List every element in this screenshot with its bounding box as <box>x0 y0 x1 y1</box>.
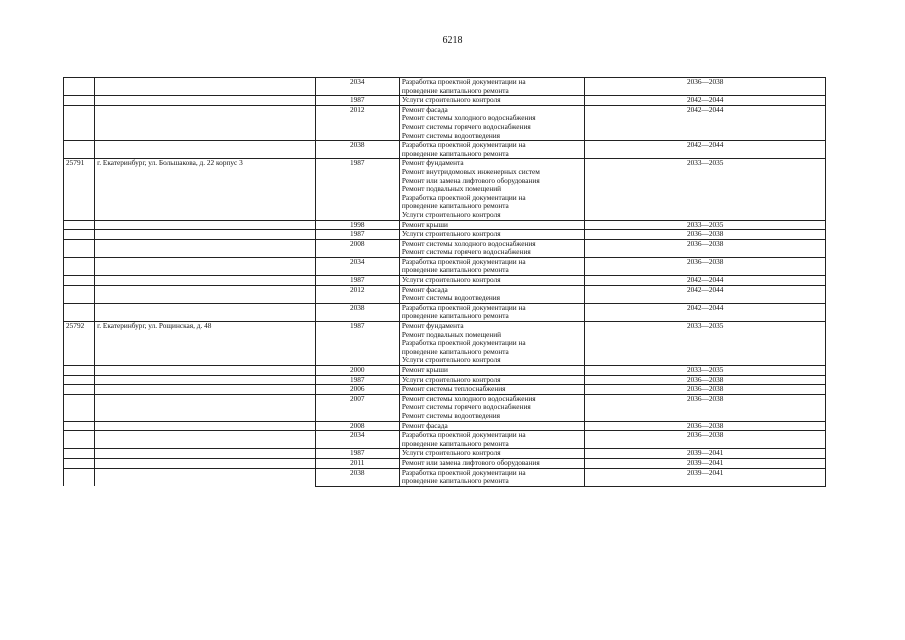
work-type-line: Ремонт подвальных помещений <box>401 184 502 194</box>
work-type-cell <box>399 239 584 257</box>
year-cell: 1987 <box>315 96 399 106</box>
year-cell: 1987 <box>315 230 399 240</box>
address-cell <box>95 257 316 275</box>
work-type-line: Ремонт системы водоотведения <box>401 293 501 303</box>
table-row <box>64 285 826 303</box>
work-type-line: Ремонт системы холодного водоснабжения <box>401 239 536 248</box>
work-type-cell <box>399 385 584 395</box>
period-cell: 2036—2038 <box>585 394 826 421</box>
period-cell: 2036—2038 <box>585 230 826 240</box>
period-cell: 2036—2038 <box>585 421 826 431</box>
house-number-cell <box>64 105 95 140</box>
house-number-cell <box>64 239 95 257</box>
work-type-line: Ремонт системы горячего водоснабжения <box>401 247 531 257</box>
period-cell: 2036—2038 <box>585 431 826 449</box>
table-row <box>64 257 826 275</box>
address-cell <box>95 276 316 286</box>
work-type-cell <box>399 230 584 240</box>
table-row <box>64 431 826 449</box>
period-cell: 2036—2038 <box>585 257 826 275</box>
work-type-line: проведение капитального ремонта <box>401 438 509 448</box>
work-type-cell <box>399 78 584 96</box>
address-cell <box>95 239 316 257</box>
house-number-cell <box>64 285 95 303</box>
period-cell: 2033—2035 <box>585 322 826 366</box>
year-cell: 2012 <box>315 105 399 140</box>
work-type-cell <box>399 468 584 486</box>
address-cell: г. Екатеринбург, ул. Рощинская, д. 48 <box>95 322 316 366</box>
year-cell: 2038 <box>315 303 399 321</box>
year-cell: 2007 <box>315 394 399 421</box>
work-type-cell <box>399 449 584 459</box>
table-row <box>64 394 826 421</box>
year-cell: 2008 <box>315 239 399 257</box>
work-type-line: Разработка проектной документации на <box>401 192 526 202</box>
house-number-cell <box>64 220 95 230</box>
work-type-line: Ремонт системы горячего водоснабжения <box>401 121 531 131</box>
work-type-cell <box>399 105 584 140</box>
address-cell <box>95 303 316 321</box>
house-number-cell: 25792 <box>64 322 95 366</box>
work-type-line: Ремонт или замена лифтового оборудования <box>401 458 540 467</box>
work-type-cell <box>399 431 584 449</box>
house-number-cell <box>64 468 95 486</box>
work-type-line: Услуги строительного контроля <box>401 95 501 105</box>
table-body <box>64 78 826 487</box>
work-type-cell <box>399 141 584 159</box>
table-row <box>64 78 826 96</box>
period-cell: 2033—2035 <box>585 159 826 220</box>
work-type-line: Услуги строительного контроля <box>401 375 501 384</box>
work-type-line: Разработка проектной документации на <box>401 468 526 477</box>
work-type-line: проведение капитального ремонта <box>401 85 509 95</box>
period-cell: 2036—2038 <box>585 375 826 385</box>
house-number-cell <box>64 421 95 431</box>
work-type-line: Услуги строительного контроля <box>401 229 501 239</box>
capital-repair-table <box>63 77 826 487</box>
period-cell: 2042—2044 <box>585 303 826 321</box>
work-type-line: Разработка проектной документации на <box>401 338 526 348</box>
address-cell <box>95 458 316 468</box>
year-cell: 2034 <box>315 78 399 96</box>
work-type-line: Ремонт фасада <box>401 421 448 430</box>
period-cell: 2039—2041 <box>585 449 826 459</box>
address-cell <box>95 366 316 376</box>
work-type-cell <box>399 276 584 286</box>
period-cell: 2042—2044 <box>585 276 826 286</box>
work-type-cell <box>399 96 584 106</box>
period-cell: 2036—2038 <box>585 385 826 395</box>
table-row <box>64 322 826 366</box>
address-cell <box>95 230 316 240</box>
work-type-line: проведение капитального ремонта <box>401 346 509 356</box>
work-type-line: Услуги строительного контроля <box>401 275 501 285</box>
table-row <box>64 239 826 257</box>
work-type-line: Ремонт системы водоотведения <box>401 130 501 140</box>
table-row <box>64 449 826 459</box>
work-type-cell <box>399 322 584 366</box>
table-row <box>64 159 826 220</box>
period-cell: 2039—2041 <box>585 468 826 486</box>
address-cell <box>95 141 316 159</box>
address-cell <box>95 78 316 96</box>
address-cell <box>95 385 316 395</box>
year-cell: 1998 <box>315 220 399 230</box>
period-cell: 2042—2044 <box>585 285 826 303</box>
work-type-line: проведение капитального ремонта <box>401 148 509 158</box>
house-number-cell <box>64 78 95 96</box>
year-cell: 1987 <box>315 449 399 459</box>
house-number-cell <box>64 449 95 459</box>
page-number: 6218 <box>442 35 463 46</box>
period-cell: 2036—2038 <box>585 78 826 96</box>
year-cell: 1987 <box>315 322 399 366</box>
year-cell: 2006 <box>315 385 399 395</box>
address-cell <box>95 285 316 303</box>
house-number-cell: 25791 <box>64 159 95 220</box>
work-type-line: Ремонт подвальных помещений <box>401 329 502 339</box>
house-number-cell <box>64 257 95 275</box>
address-cell <box>95 431 316 449</box>
table-row <box>64 276 826 286</box>
work-type-line: Ремонт крыши <box>401 365 448 374</box>
work-type-line: Ремонт или замена лифтового оборудования <box>401 175 540 185</box>
table-row <box>64 375 826 385</box>
year-cell: 1987 <box>315 375 399 385</box>
address-cell <box>95 96 316 106</box>
work-type-line: Ремонт фасада <box>401 285 448 294</box>
period-cell: 2039—2041 <box>585 458 826 468</box>
work-type-line: Ремонт внутридомовых инженерных систем <box>401 166 540 176</box>
table-row <box>64 366 826 376</box>
house-number-cell <box>64 96 95 106</box>
work-type-line: Ремонт фундамента <box>401 158 464 168</box>
house-number-cell <box>64 431 95 449</box>
work-type-line: Ремонт системы водоотведения <box>401 410 501 420</box>
address-cell <box>95 421 316 431</box>
table-row <box>64 141 826 159</box>
year-cell: 2038 <box>315 468 399 486</box>
address-cell <box>95 449 316 459</box>
address-cell: г. Екатеринбург, ул. Большакова, д. 22 корпус 3 <box>95 159 316 220</box>
work-type-line: Ремонт крыши <box>401 220 448 229</box>
year-cell: 2008 <box>315 421 399 431</box>
work-type-cell <box>399 303 584 321</box>
house-number-cell <box>64 141 95 159</box>
work-type-line: Ремонт фасада <box>401 105 448 114</box>
year-cell: 2000 <box>315 366 399 376</box>
work-type-line: Разработка проектной документации на <box>401 303 526 312</box>
work-type-cell <box>399 366 584 376</box>
table-row <box>64 96 826 106</box>
year-cell: 2034 <box>315 431 399 449</box>
work-type-line: проведение капитального ремонта <box>401 265 509 275</box>
table-row <box>64 105 826 140</box>
address-cell <box>95 468 316 486</box>
period-cell: 2042—2044 <box>585 105 826 140</box>
year-cell: 2011 <box>315 458 399 468</box>
table-row <box>64 303 826 321</box>
house-number-cell <box>64 366 95 376</box>
work-type-line: Услуги строительного контроля <box>401 448 501 458</box>
work-type-line: Разработка проектной документации на <box>401 140 526 150</box>
work-type-line: Услуги строительного контроля <box>401 209 501 219</box>
work-type-line: проведение капитального ремонта <box>401 201 509 211</box>
work-type-line: Разработка проектной документации на <box>401 430 526 440</box>
work-type-cell <box>399 159 584 220</box>
work-type-line: Ремонт системы холодного водоснабжения <box>401 394 536 403</box>
year-cell: 1987 <box>315 276 399 286</box>
work-type-cell <box>399 285 584 303</box>
work-type-line: проведение капитального ремонта <box>401 476 509 486</box>
work-type-cell <box>399 458 584 468</box>
address-cell <box>95 375 316 385</box>
house-number-cell <box>64 394 95 421</box>
year-cell: 2038 <box>315 141 399 159</box>
period-cell: 2036—2038 <box>585 239 826 257</box>
work-type-cell <box>399 375 584 385</box>
period-cell: 2033—2035 <box>585 220 826 230</box>
work-type-line: Ремонт системы холодного водоснабжения <box>401 113 536 123</box>
work-type-line: проведение капитального ремонта <box>401 311 509 321</box>
work-type-line: Ремонт системы горячего водоснабжения <box>401 402 531 412</box>
house-number-cell <box>64 230 95 240</box>
year-cell: 2012 <box>315 285 399 303</box>
work-type-cell <box>399 421 584 431</box>
house-number-cell <box>64 458 95 468</box>
address-cell <box>95 394 316 421</box>
table-row <box>64 220 826 230</box>
period-cell: 2042—2044 <box>585 96 826 106</box>
table-row <box>64 458 826 468</box>
house-number-cell <box>64 375 95 385</box>
house-number-cell <box>64 385 95 395</box>
period-cell: 2033—2035 <box>585 366 826 376</box>
table-row <box>64 230 826 240</box>
period-cell: 2042—2044 <box>585 141 826 159</box>
year-cell: 2034 <box>315 257 399 275</box>
year-cell: 1987 <box>315 159 399 220</box>
table-row <box>64 385 826 395</box>
house-number-cell <box>64 303 95 321</box>
work-type-line: Услуги строительного контроля <box>401 355 501 365</box>
work-type-line: Ремонт системы теплоснабжения <box>401 384 506 394</box>
table-row <box>64 468 826 486</box>
work-type-line: Разработка проектной документации на <box>401 77 526 86</box>
address-cell <box>95 220 316 230</box>
table-row <box>64 421 826 431</box>
address-cell <box>95 105 316 140</box>
work-type-line: Разработка проектной документации на <box>401 257 526 266</box>
work-type-cell <box>399 257 584 275</box>
work-type-cell <box>399 220 584 230</box>
work-type-cell <box>399 394 584 421</box>
house-number-cell <box>64 276 95 286</box>
work-type-line: Ремонт фундамента <box>401 321 464 331</box>
